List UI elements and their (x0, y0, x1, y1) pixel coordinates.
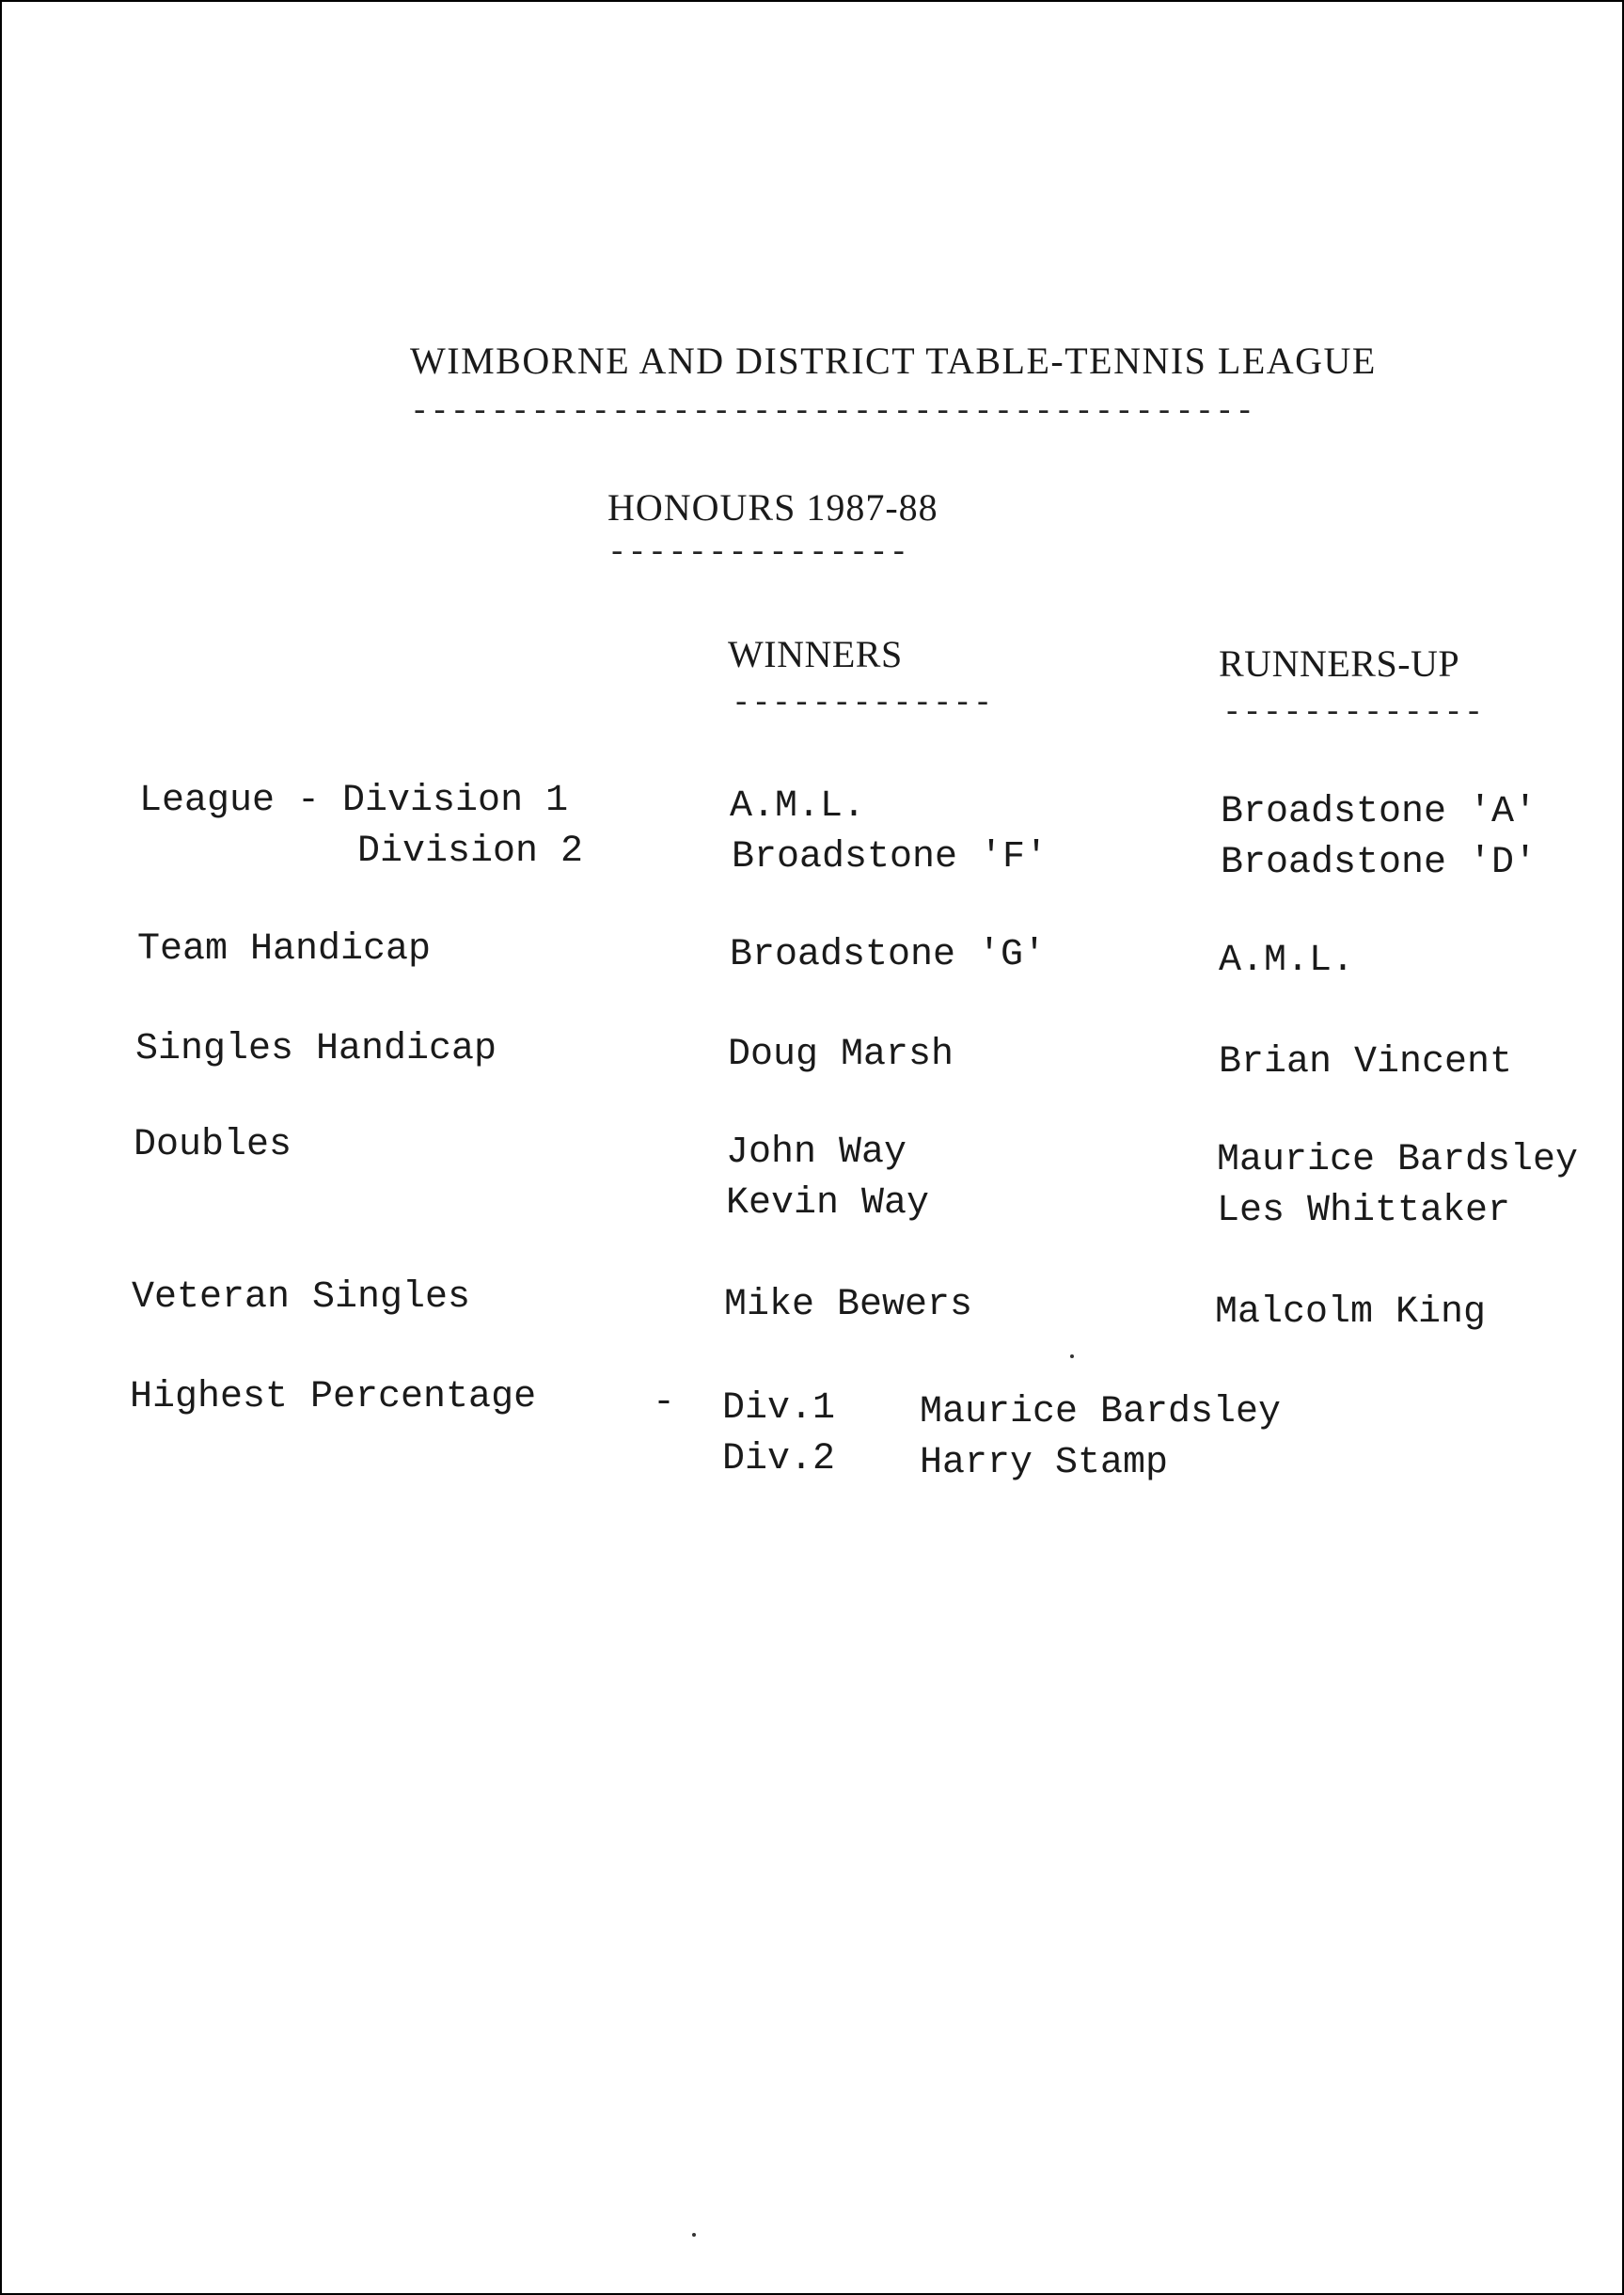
singles-handicap-label: Singles Handicap (135, 1028, 497, 1070)
doubles-runner-up-1: Maurice Bardsley (1217, 1139, 1579, 1181)
veteran-singles-label: Veteran Singles (132, 1276, 471, 1319)
singles-handicap-winner: Doug Marsh (728, 1034, 954, 1076)
doubles-runner-up-2: Les Whittaker (1217, 1190, 1511, 1232)
document-title: WIMBORNE AND DISTRICT TABLE-TENNIS LEAGUE (410, 340, 1377, 382)
doubles-winner-1: John Way (726, 1132, 907, 1174)
winners-heading: WINNERS (728, 633, 903, 675)
league-division-1-runner-up: Broadstone 'A' (1221, 791, 1537, 833)
runners-up-underline: ------------- (1222, 696, 1485, 732)
league-division-2-runner-up: Broadstone 'D' (1221, 842, 1537, 884)
highest-percentage-div1-label: Div.1 (722, 1387, 836, 1430)
doubles-label: Doubles (134, 1124, 292, 1166)
veteran-singles-runner-up: Malcolm King (1215, 1291, 1487, 1334)
league-division-2-winner: Broadstone 'F' (732, 836, 1049, 878)
runners-up-heading: RUNNERS-UP (1219, 642, 1460, 685)
highest-percentage-div2-label: Div.2 (722, 1438, 836, 1480)
team-handicap-winner: Broadstone 'G' (730, 934, 1047, 976)
league-division-2-label: Division 2 (357, 831, 584, 873)
veteran-singles-winner: Mike Bewers (724, 1284, 973, 1326)
document-subtitle: HONOURS 1987-88 (607, 486, 938, 529)
winners-underline: ------------- (732, 687, 994, 722)
singles-handicap-runner-up: Brian Vincent (1219, 1041, 1513, 1084)
league-division-1-winner: A.M.L. (730, 785, 866, 828)
title-underline: ------------------------------------------ (410, 395, 1255, 431)
highest-percentage-label: Highest Percentage (130, 1376, 537, 1418)
highest-percentage-div1-name: Maurice Bardsley (920, 1391, 1282, 1433)
doubles-winner-2: Kevin Way (726, 1182, 930, 1225)
team-handicap-label: Team Handicap (137, 928, 432, 971)
scan-speck (692, 2233, 696, 2237)
team-handicap-runner-up: A.M.L. (1219, 940, 1355, 982)
highest-percentage-div2-name: Harry Stamp (920, 1442, 1169, 1484)
scan-speck (1070, 1354, 1074, 1358)
highest-percentage-dash: - (653, 1382, 676, 1424)
subtitle-underline: --------------- (607, 536, 910, 572)
league-division-1-label: League - Division 1 (139, 780, 569, 822)
